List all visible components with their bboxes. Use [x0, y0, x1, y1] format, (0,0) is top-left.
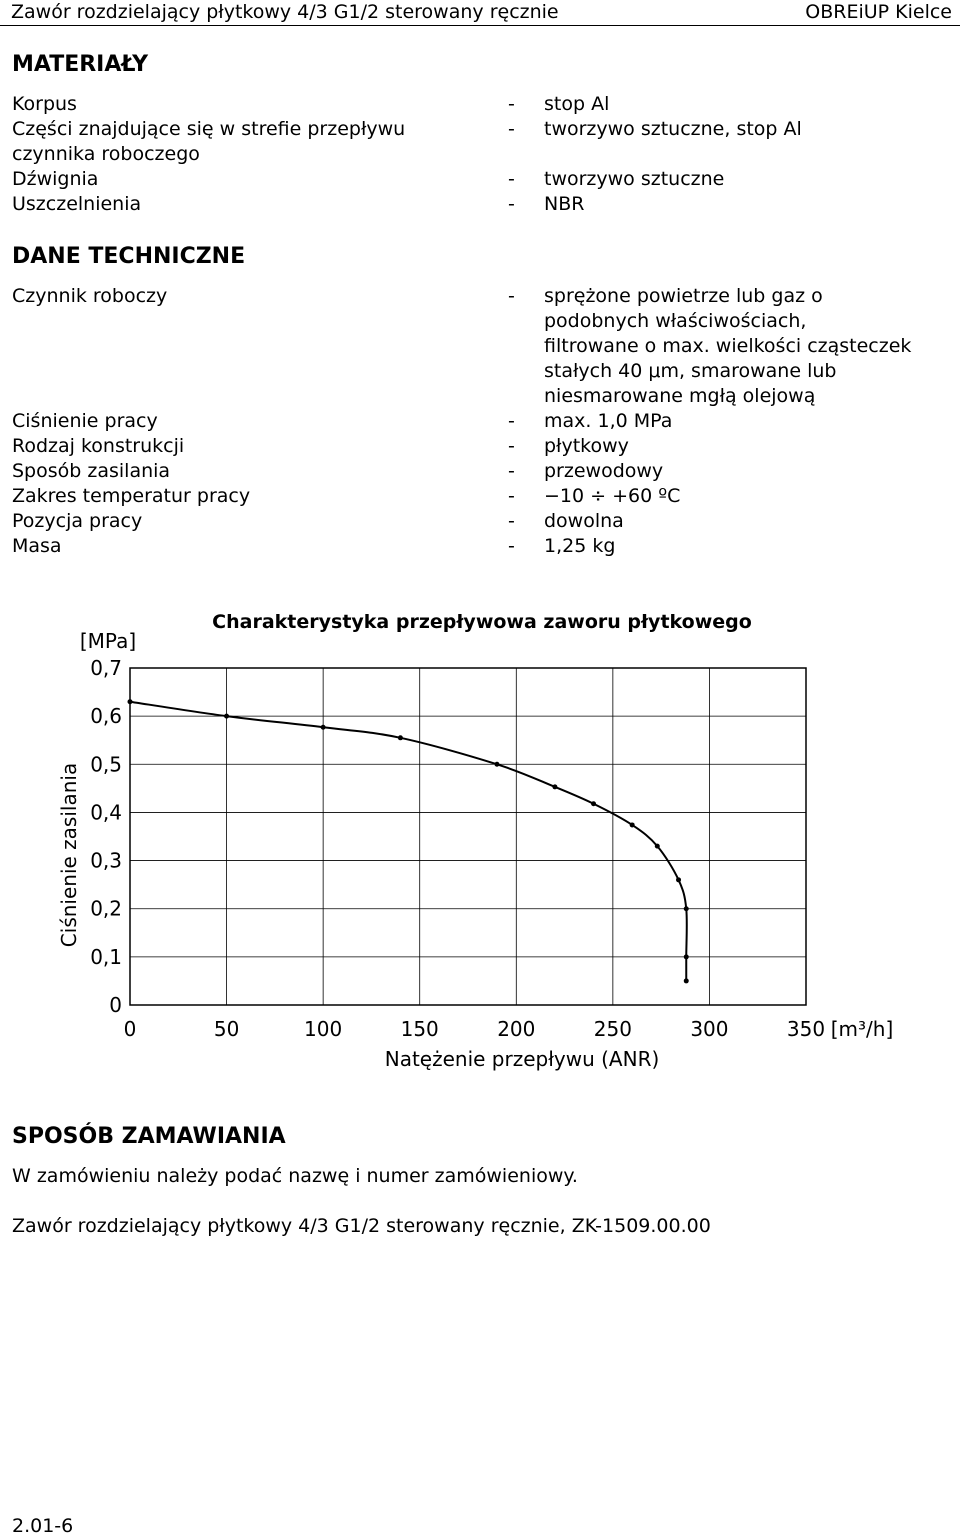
x-tick-label: 250 [593, 1017, 632, 1041]
y-unit-label: [MPa] [79, 629, 137, 653]
data-point [398, 735, 403, 740]
x-tick-label: 0 [123, 1017, 137, 1041]
data-point [552, 784, 557, 789]
x-tick-label: 200 [497, 1017, 536, 1041]
data-point [224, 714, 229, 719]
x-axis-title: Natężenie przepływu (ANR) [384, 1047, 660, 1071]
page-header [0, 0, 960, 26]
plot-frame [130, 668, 806, 1005]
data-point [321, 725, 326, 730]
ordering-example: Zawór rozdzielający płytkowy 4/3 G1/2 sterowany ręcznie, ZK-1509.00.00 [12, 1215, 711, 1237]
y-tick-label: 0,7 [90, 656, 122, 680]
technical-heading: DANE TECHNICZNE [12, 244, 246, 269]
y-tick-label: 0,4 [90, 800, 122, 825]
y-tick-label: 0 [109, 993, 122, 1017]
flow-curve [130, 702, 687, 981]
x-tick-label: 300 [690, 1017, 729, 1041]
data-point [684, 954, 689, 959]
materials-heading: MATERIAŁY [12, 52, 149, 77]
data-point [684, 978, 689, 983]
data-point [630, 822, 635, 827]
y-tick-label: 0,3 [90, 848, 122, 873]
y-tick-label: 0,2 [90, 896, 122, 921]
x-unit-label: [m³/h] [830, 1017, 894, 1041]
y-axis-title: Ciśnienie zasilania [57, 762, 81, 948]
data-point [684, 906, 689, 911]
data-point [128, 699, 133, 704]
data-point [676, 877, 681, 882]
x-tick-label: 350 [786, 1017, 826, 1041]
ordering-text: W zamówieniu należy podać nazwę i numer zamówieniowy. [12, 1165, 578, 1187]
ordering-heading: SPOSÓB ZAMAWIANIA [12, 1124, 286, 1149]
x-tick-label: 50 [213, 1017, 240, 1041]
data-point [494, 762, 499, 767]
flow-characteristic-chart [0, 600, 960, 1100]
page-number: 2.01-6 [12, 1515, 74, 1537]
header-title: Zawór rozdzielający płytkowy 4/3 G1/2 sterowany ręcznie [11, 1, 559, 23]
x-tick-label: 100 [304, 1017, 343, 1041]
data-point [655, 844, 660, 849]
y-tick-label: 0,5 [90, 752, 122, 777]
chart-title: Charakterystyka przepływowa zaworu płytkowego [212, 611, 752, 633]
x-tick-label: 150 [400, 1017, 439, 1041]
header-company: OBREiUP Kielce [805, 1, 952, 23]
y-tick-label: 0,6 [90, 704, 122, 729]
data-point [591, 801, 596, 806]
y-tick-label: 0,1 [90, 944, 122, 969]
